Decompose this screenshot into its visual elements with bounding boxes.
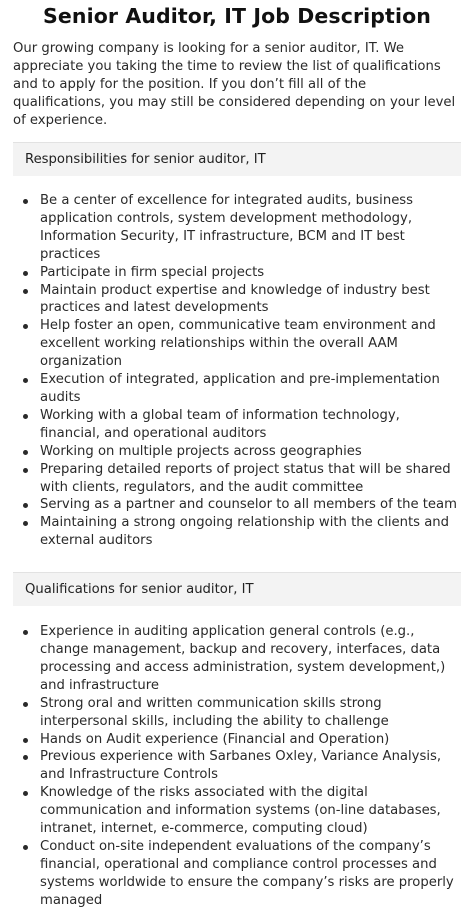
bullet-icon <box>23 845 28 850</box>
list-item <box>13 623 461 695</box>
section-spacer <box>13 550 461 560</box>
list-item <box>13 461 461 497</box>
bullet-icon <box>23 630 28 635</box>
list-item <box>13 443 461 461</box>
list-item <box>13 192 461 264</box>
qualifications-heading: Qualifications for senior auditor, IT <box>13 572 461 606</box>
list-item-text: Help foster an open, communicative team environment and excellent working relationships within the overall AAM organization <box>40 318 436 370</box>
bullet-icon <box>23 791 28 796</box>
list-item <box>13 748 461 784</box>
bullet-icon <box>23 503 28 508</box>
list-item-text: Maintaining a strong ongoing relationship with the clients and external auditors <box>40 515 450 549</box>
list-item <box>13 695 461 731</box>
list-item-text: Experience in auditing application general controls (e.g., change management, backup and recovery, interfaces, data processing and access administration, system development,) and infrastructure <box>40 624 446 693</box>
responsibilities-heading: Responsibilities for senior auditor, IT <box>13 142 461 176</box>
bullet-icon <box>23 324 28 329</box>
list-item <box>13 317 461 371</box>
intro-paragraph: Our growing company is looking for a senior auditor, IT. We appreciate you taking the time to review the list of qualifications and to apply for the position. If you don’t fill all of the qualifications, you may still be considered depending on your level of experience. <box>13 41 456 128</box>
bullet-icon <box>23 468 28 473</box>
bullet-icon <box>23 755 28 760</box>
list-item-text: Execution of integrated, application and pre-implementation audits <box>40 372 440 405</box>
page-title: Senior Auditor, IT Job Description <box>43 4 431 28</box>
bullet-icon <box>23 450 28 455</box>
list-item <box>13 282 461 318</box>
list-item <box>13 496 461 514</box>
list-item-text: Be a center of excellence for integrated audits, business application controls, system development methodology, Information Security, IT infrastructure, BCM and IT best practices <box>40 193 414 262</box>
bullet-icon <box>23 521 28 526</box>
list-item <box>13 838 461 910</box>
list-item-text: Hands on Audit experience (Financial and Operation) <box>40 731 390 747</box>
responsibilities-list <box>13 192 461 550</box>
list-item-text: Preparing detailed reports of project status that will be shared with clients, regulators, and the audit committee <box>40 461 451 495</box>
bullet-icon <box>23 702 28 707</box>
list-item <box>13 731 461 749</box>
bullet-icon <box>23 199 28 204</box>
job-description-page <box>13 0 461 910</box>
list-item-text: Knowledge of the risks associated with the digital communication and information systems (on-line databases, intranet, internet, e-commerce, computing cloud) <box>40 785 441 837</box>
list-item <box>13 514 461 550</box>
list-item-text: Working on multiple projects across geographies <box>40 443 362 459</box>
bullet-icon <box>23 289 28 294</box>
bullet-icon <box>23 738 28 743</box>
list-item <box>13 784 461 838</box>
list-item-text: Maintain product expertise and knowledge of industry best practices and latest developments <box>40 282 430 316</box>
bullet-icon <box>23 414 28 419</box>
list-item-text: Working with a global team of information technology, financial, and operational auditors <box>40 407 400 441</box>
list-item-text: Conduct on-site independent evaluations of the company’s financial, operational and compliance control processes and systems worldwide to ensure the company’s risks are properly managed <box>40 839 454 908</box>
qualifications-list <box>13 623 461 910</box>
list-item <box>13 371 461 407</box>
list-item-text: Serving as a partner and counselor to all members of the team <box>40 497 457 513</box>
list-item-text: Previous experience with Sarbanes Oxley, Variance Analysis, and Infrastructure Controls <box>40 749 442 783</box>
bullet-icon <box>23 271 28 276</box>
list-item <box>13 407 461 443</box>
list-item <box>13 264 461 282</box>
bullet-icon <box>23 378 28 383</box>
list-item-text: Participate in firm special projects <box>40 264 265 280</box>
list-item-text: Strong oral and written communication skills strong interpersonal skills, including the ability to challenge <box>40 695 389 729</box>
